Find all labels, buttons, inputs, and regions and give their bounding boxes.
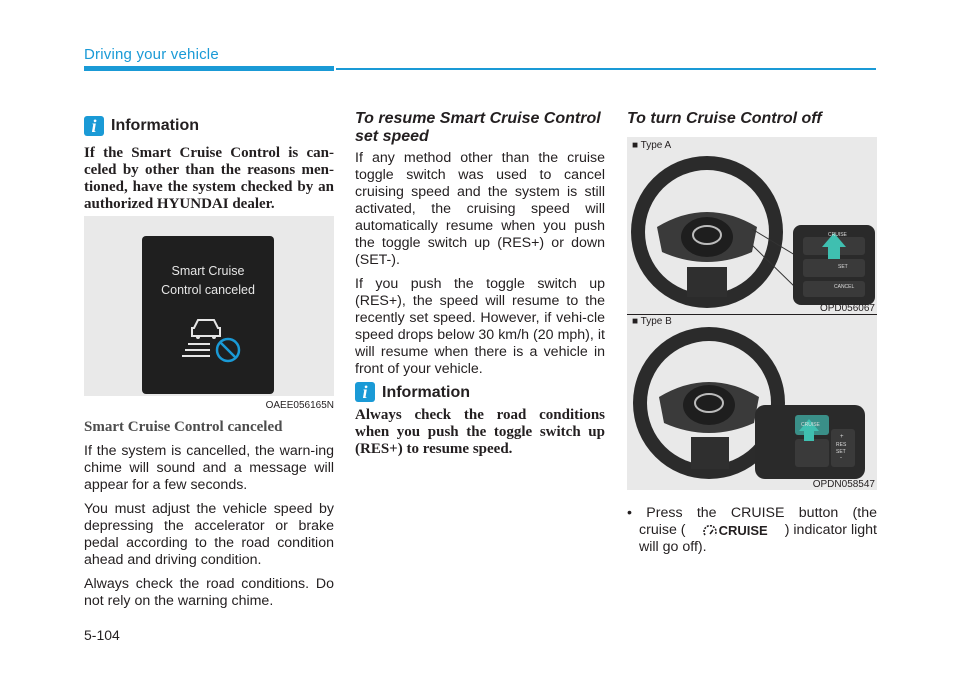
bullet-text-a: cruise ( [639,522,686,538]
cluster-line-1: Smart Cruise [171,264,245,278]
cancel-button-label-a: CANCEL [834,284,855,290]
info-icon: i [355,382,375,402]
plus-label-b: + [840,434,844,440]
car-canceled-icon [180,316,250,364]
paragraph: If the system is cancelled, the warn-ing chime will sound and a message will appear for a few seconds. [84,443,334,493]
cluster-display [142,236,274,394]
subheading: Smart Cruise Control canceled [84,419,283,435]
speedometer-icon [703,525,717,537]
res-button-label-b: RES [836,442,847,448]
bullet-line-3: will go off). [639,539,707,555]
info-body: If the Smart Cruise Control is can-celed by other than the reasons men-tioned, have the system checked by an authorized HYUNDAI dealer. [84,145,334,212]
bullet-instruction [627,505,877,556]
page-number: 5-104 [84,627,120,643]
figure-code-type-a: OPD056067 [819,303,875,314]
header-rule-thin [336,68,876,70]
steering-wheel-b-illustration [627,315,877,490]
figure-code-type-b: OPDN058547 [812,479,875,490]
set-button-label-b: SET [836,449,846,455]
info-body: Always check the road conditions when you push the toggle switch up (RES+) to resume speed. [355,407,605,457]
paragraph: Always check the road conditions. Do not rely on the warning chime. [84,576,334,609]
bullet-line-2 [627,522,877,539]
section-title: Driving your vehicle [84,46,219,63]
info-heading: Information [382,384,470,401]
type-b-label: ■ Type B [632,316,672,327]
cruise-button-label-a: CRUISE [828,232,847,238]
type-a-label: ■ Type A [632,140,672,151]
cruise-button-label-b: CRUISE [801,422,820,428]
cluster-message [142,262,274,300]
cruise-off-heading: To turn Cruise Control off [627,110,822,127]
cruise-indicator [703,522,768,539]
cruise-indicator-text: CRUISE [718,523,768,538]
minus-label-b: - [840,455,842,461]
paragraph: You must adjust the vehicle speed by depressing the accelerator or brake pedal according to the road condition ahead and driving condition. [84,501,334,568]
left-body [84,443,334,617]
header-rule-thick [84,66,334,71]
set-button-label-a: SET [838,264,848,270]
paragraph: If you push the toggle switch up (RES+), the speed will resume to the recently set speed. However, if vehi-cle speed drops below 30 km/h (20 mph), it will resume when there is a vehicle in front of your vehicle. [355,276,605,377]
middle-body [355,150,605,385]
bullet-text-b: ) indicator light [784,522,877,538]
cluster-line-2: Control canceled [161,283,255,297]
bullet-line-1: • Press the CRUISE button (the [627,505,877,521]
figure-code-left: OAEE056165N [265,400,334,411]
info-icon: i [84,116,104,136]
resume-heading: To resume Smart Cruise Control set speed [355,110,601,145]
paragraph: If any method other than the cruise toggle switch was used to cancel cruising speed and the system is still activated, the cruising speed will automatically resume when you push the toggle switch up (RES+) or down (SET-). [355,150,605,268]
info-heading: Information [111,117,199,134]
